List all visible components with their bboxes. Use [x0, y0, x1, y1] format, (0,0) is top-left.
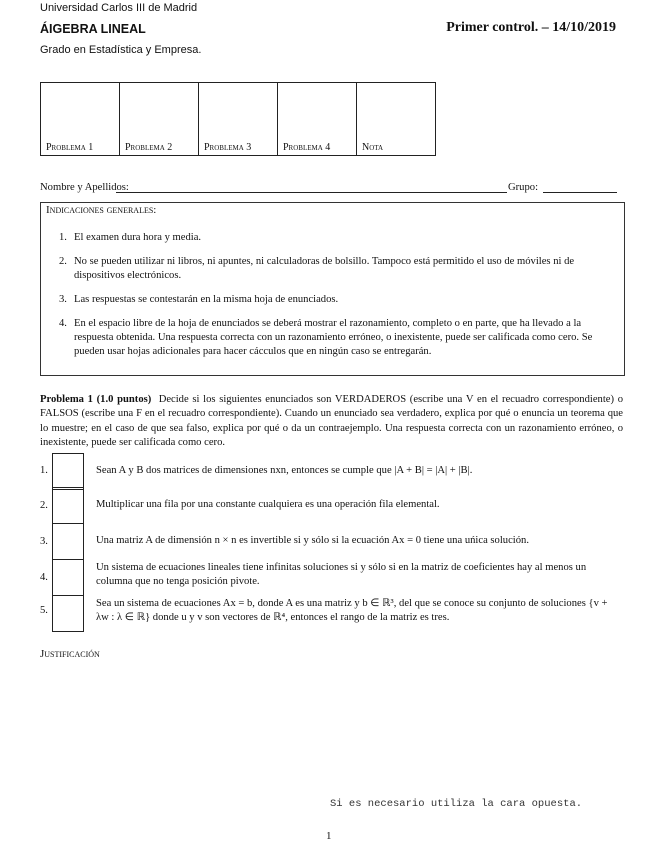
indication-text: No se pueden utilizar ni libros, ni apuntes, ni calculadoras de bolsillo. Tampoco está permitido el uso de móviles ni de dispositivos electrónicos. [74, 256, 575, 281]
justification-area[interactable] [40, 668, 623, 788]
page-number: 1 [326, 830, 332, 842]
score-table [40, 82, 436, 156]
score-cell-problema-4[interactable] [278, 83, 357, 156]
score-col-label: Problema 1 [46, 142, 94, 153]
tf-item-text: Un sistema de ecuaciones lineales tiene infinitas soluciones si y sólo si en la matriz de coeficientes hay al menos un columna que no tenga posición pivote. [96, 562, 587, 587]
tf-answer-box-2[interactable] [52, 487, 84, 524]
indication-text: En el espacio libre de la hoja de enunciados se deberá mostrar el razonamiento, completo o en parte, que ha llevado a la respuesta obtenida. Una respuesta correcta con un razonamiento erróneo, o inexistente, puede ser calificada como cero. Se pueden usar hojas adicionales para hacer cácculos que en ningún caso se entregarán. [74, 318, 593, 357]
tf-item-1 [40, 453, 623, 490]
tf-answer-box-3[interactable] [52, 523, 84, 560]
exam-title: Primer control. – 14/10/2019 [446, 20, 616, 35]
tf-answer-box-1[interactable] [52, 453, 84, 490]
tf-item-number: 1. [40, 465, 48, 476]
problem-1-text: Decide si los siguientes enunciados son VERDADEROS (escribe una V en el recuadro correspondiente) o FALSOS (escribe una F en el recuadro correspondiente). Cuando un enunciado sea verdadero, explica por qué o enuncia un teorema que lo muestre; en el caso de que sea falso, explica por qué o da un contraejemplo. Una respuesta correcta con un razonamiento erróneo, o inexistente, puede ser calificada como cero. [40, 394, 623, 449]
score-col-label: Problema 4 [283, 142, 331, 153]
tf-item-text: Sean A y B dos matrices de dimensiones nxn, entonces se cumple que |A + B| = |A| + |B|. [96, 465, 473, 476]
score-col-label: Problema 2 [125, 142, 173, 153]
name-field[interactable] [116, 192, 507, 193]
tf-item-4 [40, 559, 623, 596]
indication-item [41, 293, 622, 307]
name-label: Nombre y Apellidos: [40, 182, 129, 193]
score-col-label: Nota [362, 142, 384, 153]
score-cell-nota[interactable] [357, 83, 436, 156]
tf-item-text: Multiplicar una fila por una constante cualquiera es una operación fila elemental. [96, 499, 440, 510]
group-label: Grupo: [508, 182, 539, 193]
indication-number: 4. [59, 318, 67, 329]
indication-item [41, 231, 622, 245]
tf-item-number: 4. [40, 572, 48, 583]
tf-item-number: 5. [40, 605, 48, 616]
indications-title: Indicaciones generales: [46, 204, 157, 216]
tf-item-number: 3. [40, 536, 48, 547]
indication-item [41, 255, 622, 283]
tf-answer-box-5[interactable] [52, 595, 84, 632]
justification-label: Justificación [40, 648, 100, 660]
tf-item-2 [40, 487, 623, 524]
problem-1-heading: Problema 1 (1.0 puntos) [40, 394, 152, 405]
score-col-label: Problema 3 [204, 142, 252, 153]
tf-answer-box-4[interactable] [52, 559, 84, 596]
degree-name: Grado en Estadística y Empresa. [40, 44, 202, 56]
course-title: ÁIGEBRA LINEAL [40, 22, 146, 36]
tf-item-3 [40, 523, 623, 560]
problem-1-statement [40, 393, 623, 451]
university-name: Universidad Carlos III de Madrid [40, 2, 198, 14]
score-cell-problema-2[interactable] [120, 83, 199, 156]
tf-item-5 [40, 595, 623, 632]
group-field[interactable] [543, 192, 617, 193]
indication-number: 1. [59, 232, 67, 243]
tf-item-number: 2. [40, 500, 48, 511]
indication-number: 2. [59, 256, 67, 267]
tf-item-text: Una matriz A de dimensión n × n es invertible si y sólo si la ecuación Ax = 0 tiene una uńica solución. [96, 535, 529, 546]
score-cell-problema-3[interactable] [199, 83, 278, 156]
indications-list [41, 231, 622, 369]
score-cell-problema-1[interactable] [41, 83, 120, 156]
tf-item-text: Sea un sistema de ecuaciones Ax = b, donde A es una matriz y b ∈ ℝ³, del que se conoce su conjunto de soluciones {v + λw : λ ∈ ℝ} donde u y v son vectores de ℝ⁴, entonces el rango de la matriz es tres. [96, 598, 608, 623]
footer-note: Si es necesario utiliza la cara opuesta. [330, 798, 583, 810]
indication-text: Las respuestas se contestarán en la misma hoja de enunciados. [74, 294, 339, 305]
indication-number: 3. [59, 294, 67, 305]
indications-box [40, 202, 625, 376]
indication-item [41, 317, 622, 359]
indication-text: El examen dura hora y media. [74, 232, 202, 243]
